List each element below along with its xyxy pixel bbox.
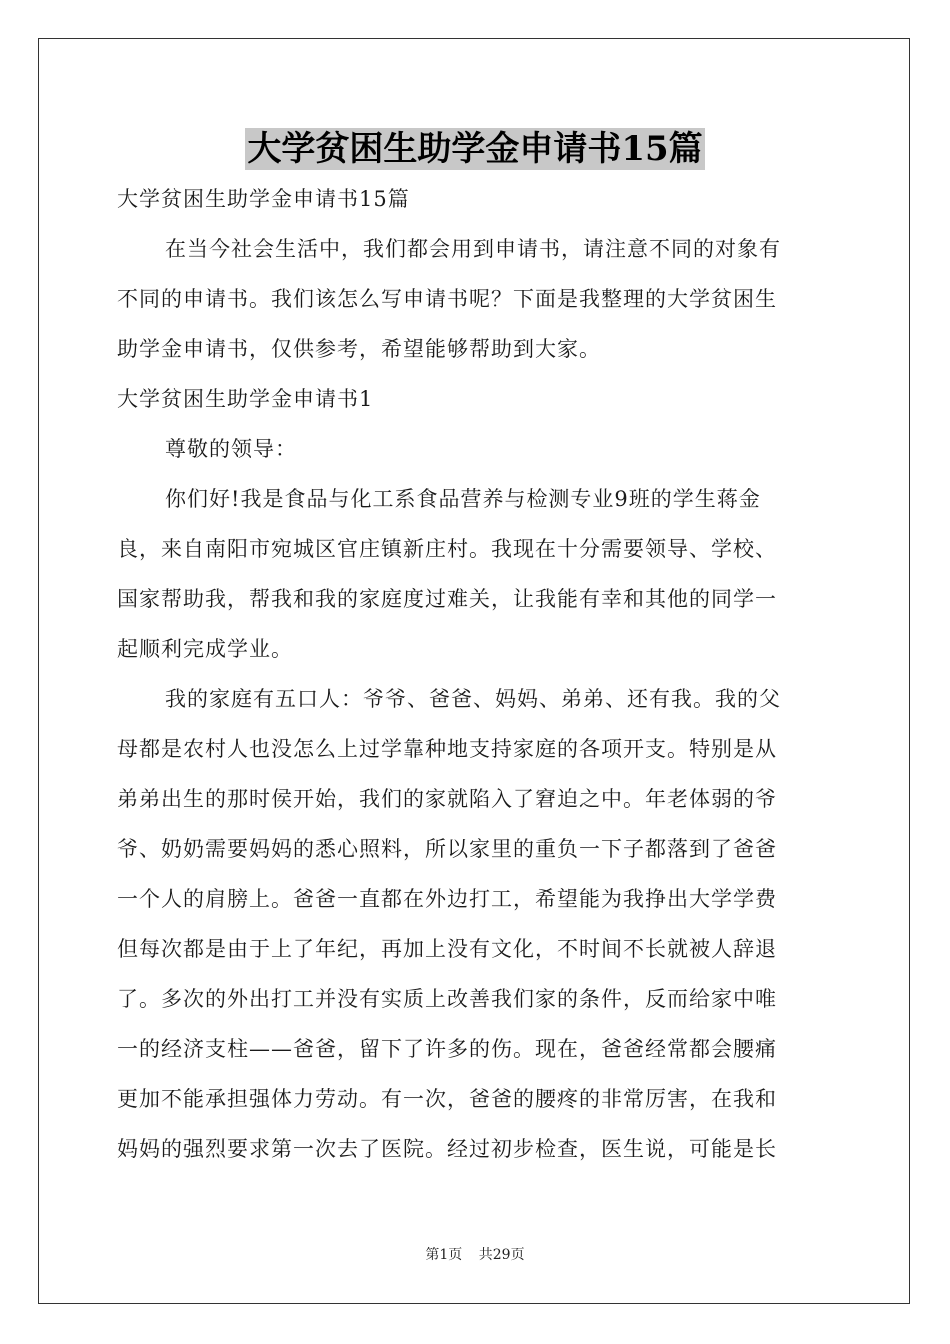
title-container — [0, 128, 950, 170]
body-line: 不同的申请书。我们该怎么写申请书呢？下面是我整理的大学贫困生 — [117, 287, 777, 311]
body-line: 更加不能承担强体力劳动。有一次，爸爸的腰疼的非常厉害，在我和 — [117, 1087, 777, 1111]
body-line: 我的家庭有五口人：爷爷、爸爸、妈妈、弟弟、还有我。我的父 — [165, 687, 781, 711]
body-line: 你们好!我是食品与化工系食品营养与检测专业9班的学生蒋金 — [165, 487, 761, 511]
document-body — [117, 174, 833, 1174]
body-line: 爷、奶奶需要妈妈的悉心照料，所以家里的重负一下子都落到了爸爸 — [117, 837, 777, 861]
body-line: 起顺利完成学业。 — [117, 637, 293, 661]
body-line: 妈妈的强烈要求第一次去了医院。经过初步检查，医生说，可能是长 — [117, 1137, 777, 1161]
document-title: 大学贫困生助学金申请书15篇 — [247, 129, 703, 169]
body-line: 助学金申请书，仅供参考，希望能够帮助到大家。 — [117, 337, 601, 361]
body-line: 国家帮助我，帮我和我的家庭度过难关，让我能有幸和其他的同学一 — [117, 587, 777, 611]
body-line: 大学贫困生助学金申请书1 — [117, 387, 374, 411]
page-number: 第1页 — [425, 1247, 463, 1263]
body-line: 良，来自南阳市宛城区官庄镇新庄村。我现在十分需要领导、学校、 — [117, 537, 777, 561]
body-line: 一个人的肩膀上。爸爸一直都在外边打工，希望能为我挣出大学学费 — [117, 887, 777, 911]
body-line: 弟弟出生的那时侯开始，我们的家就陷入了窘迫之中。年老体弱的爷 — [117, 787, 777, 811]
page-footer — [0, 1244, 950, 1264]
body-line: 尊敬的领导： — [165, 437, 297, 461]
body-line: 了。多次的外出打工并没有实质上改善我们家的条件，反而给家中唯 — [117, 987, 777, 1011]
page-total: 共29页 — [478, 1247, 525, 1263]
body-line: 一的经济支柱——爸爸，留下了许多的伤。现在，爸爸经常都会腰痛 — [117, 1037, 777, 1061]
body-line: 大学贫困生助学金申请书15篇 — [117, 187, 410, 211]
body-line: 但每次都是由于上了年纪，再加上没有文化，不时间不长就被人辞退 — [117, 937, 777, 961]
body-line: 在当今社会生活中，我们都会用到申请书，请注意不同的对象有 — [165, 237, 781, 261]
body-line: 母都是农村人也没怎么上过学靠种地支持家庭的各项开支。特别是从 — [117, 737, 777, 761]
